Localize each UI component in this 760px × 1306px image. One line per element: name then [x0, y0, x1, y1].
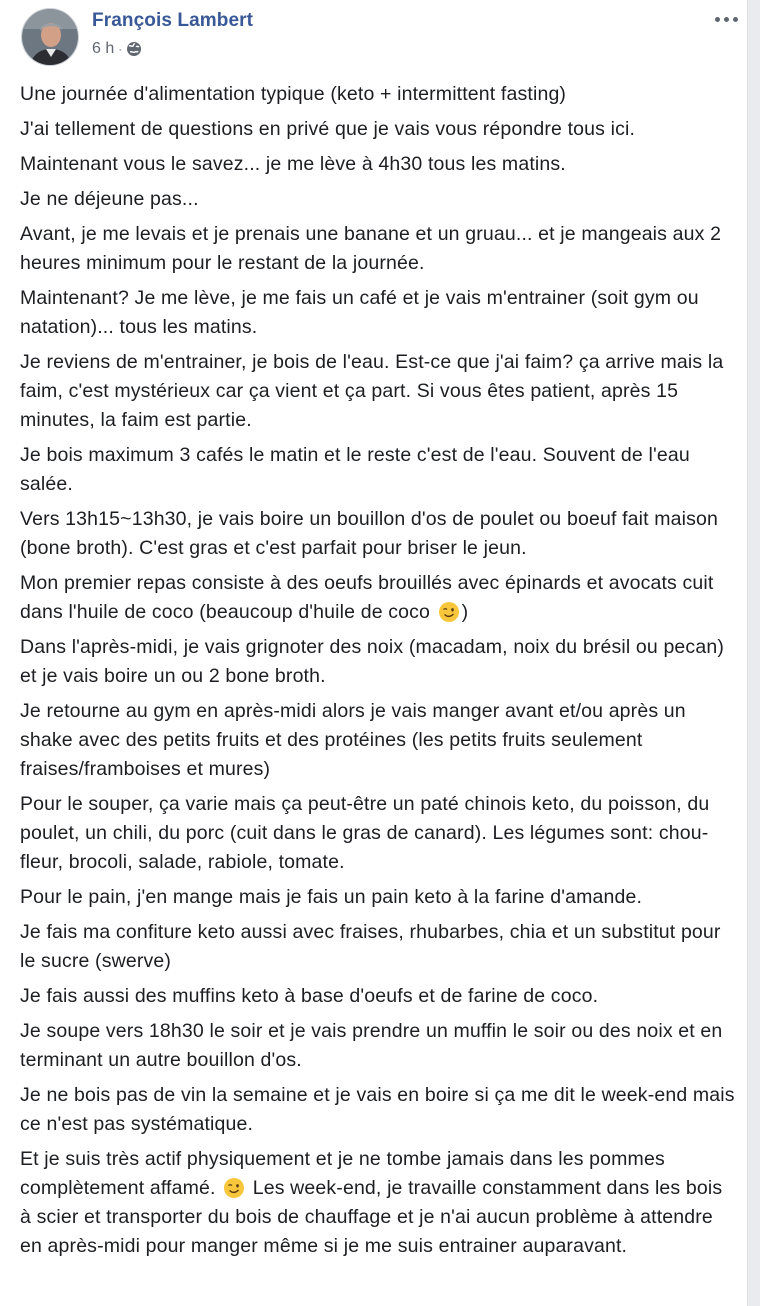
avatar[interactable] — [21, 8, 79, 66]
paragraph-text: J'ai tellement de questions en privé que je vais vous répondre tous ici. — [20, 118, 636, 140]
paragraph-text: Pour le pain, j'en mange mais je fais un pain keto à la farine d'amande. — [20, 886, 643, 908]
post-paragraph — [20, 441, 736, 499]
paragraph-text: Dans l'après-midi, je vais grignoter des noix (macadam, noix du brésil ou pecan) et je vais boire un ou 2 bone broth. — [20, 636, 724, 687]
post-paragraph — [20, 918, 736, 976]
author-name-link[interactable]: François Lambert — [92, 10, 254, 31]
post-paragraph — [20, 220, 736, 278]
post-paragraph — [20, 150, 736, 179]
paragraph-text: Je ne déjeune pas... — [20, 188, 199, 210]
post-paragraph — [20, 790, 736, 877]
paragraph-text: Je retourne au gym en après-midi alors je vais manger avant et/ou après un shake avec des petits fruits et des protéines (les petits fruits seulement fraises/framboises et mures) — [20, 700, 686, 780]
post-paragraph — [20, 348, 736, 435]
post-body — [20, 80, 736, 1267]
paragraph-text: Mon premier repas consiste à des oeufs brouillés avec épinards et avocats cuit dans l'huile de coco (beaucoup d'huile de coco — [20, 572, 714, 623]
paragraph-text: Je soupe vers 18h30 le soir et je vais prendre un muffin le soir ou des noix et en terminant un autre bouillon d'os. — [20, 1020, 723, 1071]
post-paragraph — [20, 115, 736, 144]
paragraph-text-continued: ) — [461, 601, 469, 623]
post-paragraph — [20, 80, 736, 109]
winking-face-emoji — [223, 1177, 245, 1199]
post-meta — [92, 40, 142, 58]
paragraph-text: Et je suis très actif physiquement et je ne tombe jamais dans les pommes complètement affamé. — [20, 1148, 665, 1199]
post-paragraph — [20, 185, 736, 214]
paragraph-text: Pour le souper, ça varie mais ça peut-être un paté chinois keto, du poisson, du poulet, un chili, du porc (cuit dans le gras de canard). Les légumes sont: chou-fleur, brocoli, salade, rabiole, tomate. — [20, 793, 710, 873]
post-paragraph — [20, 633, 736, 691]
paragraph-text: Je bois maximum 3 cafés le matin et le reste c'est de l'eau. Souvent de l'eau salée. — [20, 444, 690, 495]
paragraph-text: Je reviens de m'entrainer, je bois de l'eau. Est-ce que j'ai faim? ça arrive mais la faim, c'est mystérieux car ça vient et ça part. Si vous êtes patient, après 15 minutes, la faim est partie. — [20, 351, 724, 431]
meta-separator: · — [118, 42, 123, 56]
winking-face-emoji — [438, 601, 460, 623]
more-options-icon[interactable] — [711, 11, 741, 27]
post-header — [0, 0, 747, 82]
paragraph-text: Maintenant? Je me lève, je me fais un café et je vais m'entrainer (soit gym ou natation)... tous les matins. — [20, 287, 699, 338]
post-paragraph — [20, 883, 736, 912]
globe-icon[interactable] — [126, 41, 142, 57]
paragraph-text: Je fais ma confiture keto aussi avec fraises, rhubarbes, chia et un substitut pour le sucre (swerve) — [20, 921, 721, 972]
post-paragraph — [20, 697, 736, 784]
post-paragraph — [20, 1017, 736, 1075]
post-paragraph — [20, 1081, 736, 1139]
post-paragraph — [20, 284, 736, 342]
paragraph-text: Je fais aussi des muffins keto à base d'oeufs et de farine de coco. — [20, 985, 599, 1007]
paragraph-text-continued: Les week-end, je travaille constamment dans les bois à scier et transporter du bois de chauffage et je n'ai aucun problème à attendre en après-midi pour manger même si je me suis entrainer auparavant. — [20, 1177, 723, 1257]
post-timestamp[interactable]: 6 h — [92, 40, 115, 57]
paragraph-text: Maintenant vous le savez... je me lève à 4h30 tous les matins. — [20, 153, 566, 175]
post-paragraph — [20, 982, 736, 1011]
post-paragraph — [20, 505, 736, 563]
paragraph-text: Vers 13h15~13h30, je vais boire un bouillon d'os de poulet ou boeuf fait maison (bone broth). C'est gras et c'est parfait pour briser le jeun. — [20, 508, 719, 559]
paragraph-text: Avant, je me levais et je prenais une banane et un gruau... et je mangeais aux 2 heures minimum pour le restant de la journée. — [20, 223, 722, 274]
post-paragraph — [20, 1145, 736, 1261]
profile-photo — [22, 9, 79, 66]
paragraph-text: Je ne bois pas de vin la semaine et je vais en boire si ça me dit le week-end mais ce n'est pas systématique. — [20, 1084, 735, 1135]
paragraph-text: Une journée d'alimentation typique (keto + intermittent fasting) — [20, 83, 567, 105]
post-paragraph — [20, 569, 736, 627]
